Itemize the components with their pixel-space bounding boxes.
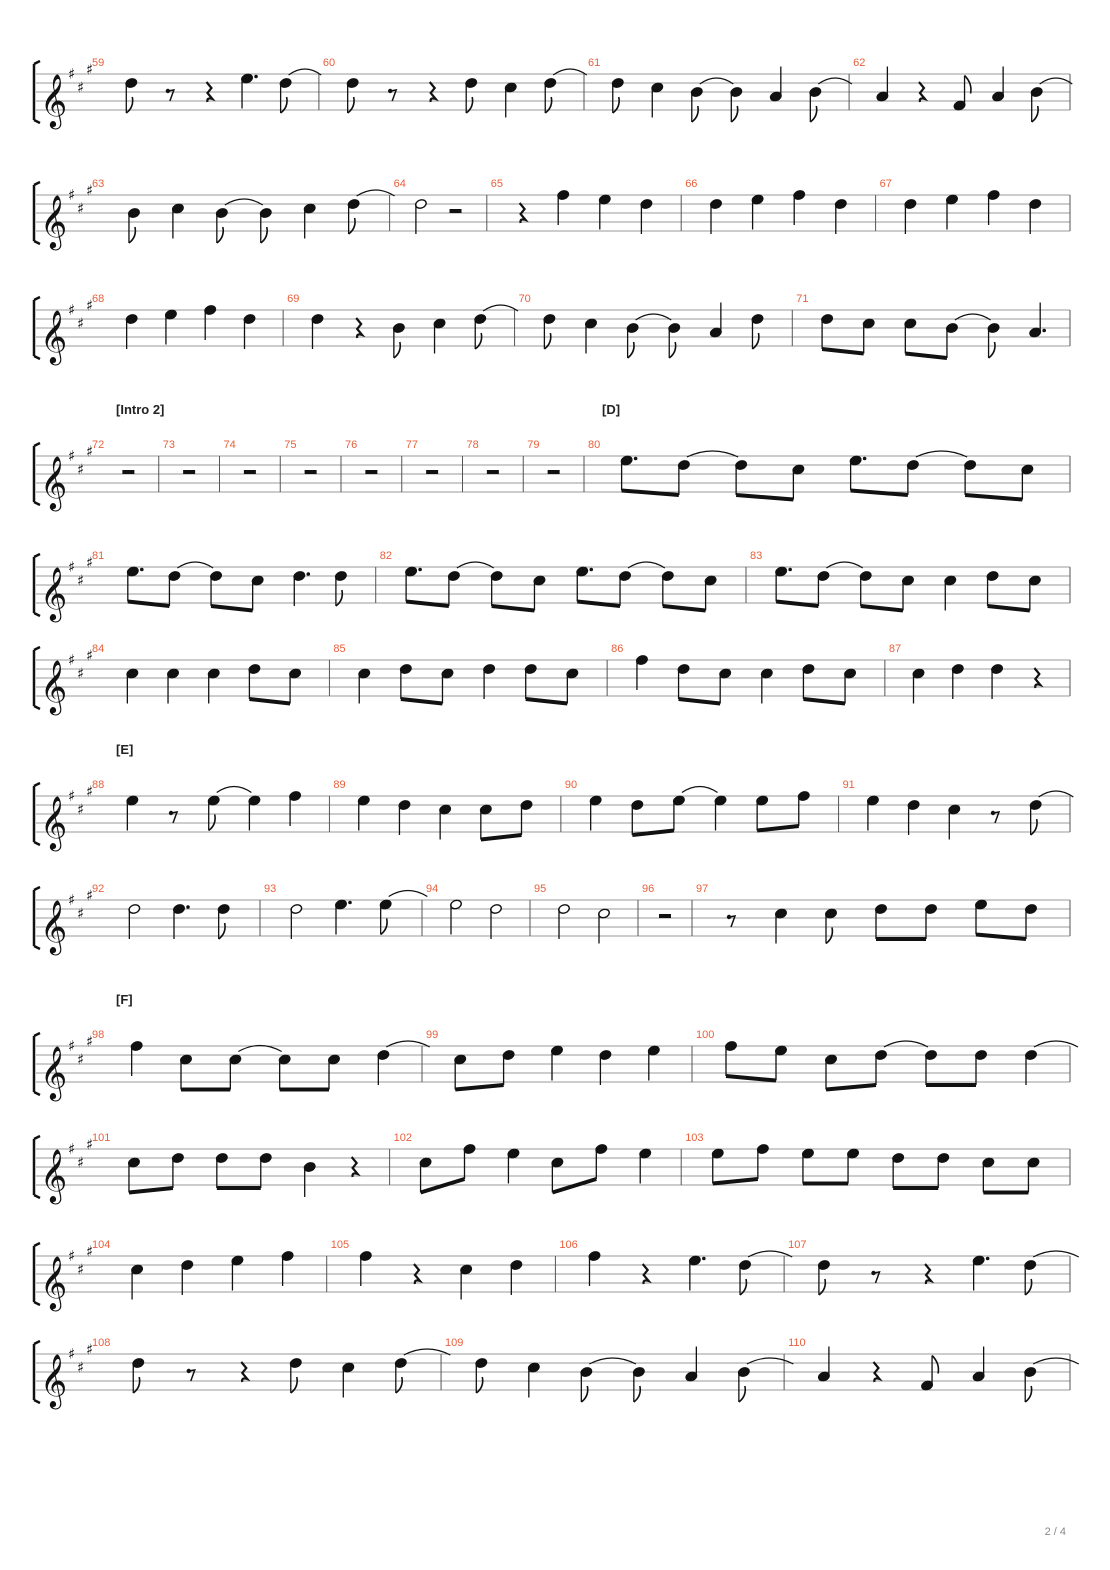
note-beam [861,606,903,611]
measure [92,1337,450,1398]
measure [323,57,587,118]
sharp-sign: ♯ [86,60,94,79]
tie-arc [682,787,718,793]
measure [92,643,329,704]
measure [333,779,560,840]
note-flag [466,97,472,113]
treble-clef: 𝄞 [40,73,68,127]
measure [92,550,376,611]
sharp-sign: ♯ [68,186,76,204]
measure-number: 107 [788,1239,807,1251]
measure [380,550,746,611]
measure [445,1337,793,1402]
section-label: [Intro 2] [116,402,165,417]
staff-system [34,1337,1079,1409]
sharp-sign: ♯ [77,78,85,97]
measure [92,992,430,1090]
sharp-sign: ♯ [86,1340,94,1359]
half-rest [450,209,462,213]
half-rest [244,470,256,474]
note-flag [1025,1386,1031,1402]
measure [287,293,518,358]
measure-number: 91 [842,779,855,791]
measure-number: 81 [92,550,105,562]
note-beam [526,699,568,704]
note-flag [349,218,355,234]
note-beam [481,835,522,840]
sharp-sign: ♯ [77,1260,85,1279]
augmentation-dot [589,568,593,572]
measure-number: 73 [162,439,175,451]
note-flag [989,342,995,358]
section-label: [D] [602,402,621,417]
treble-clef: 𝄞 [40,1353,68,1407]
measure [92,57,321,113]
note-flag [544,333,550,349]
measure-number: 63 [92,178,105,190]
sharp-sign: ♯ [77,571,85,590]
staff-system [34,57,1072,129]
note-beam [249,699,290,704]
measure-number: 109 [445,1337,464,1349]
measure [685,1132,1070,1193]
measure-number: 67 [879,178,892,190]
note-flag [819,1279,825,1295]
note-flag [336,590,342,606]
note-flag [965,76,971,94]
measure [565,779,839,835]
note-flag [217,227,223,243]
note-beam [552,1179,596,1193]
measure-number: 98 [92,1029,105,1041]
measure-number: 93 [264,883,277,895]
augmentation-dot [186,905,190,909]
note-flag [475,333,481,349]
note-beam [803,699,845,704]
measure [788,1239,1079,1295]
augmentation-dot [702,1257,706,1261]
measure [588,402,1070,500]
measure-number: 70 [518,293,531,305]
sharp-sign: ♯ [68,301,76,319]
note-beam [726,1076,776,1081]
measure-number: 74 [223,439,236,451]
augmentation-dot [634,457,638,461]
note-flag [1032,106,1038,122]
measure-number: 104 [92,1239,111,1251]
sharp-sign: ♯ [86,782,94,801]
measure-number: 99 [426,1029,439,1041]
staff-system [34,1239,1079,1311]
sharp-sign: ♯ [86,442,94,461]
measure-number: 61 [588,57,601,69]
measure [611,643,885,704]
note-beam [632,831,674,836]
half-rest [183,470,195,474]
note-flag [932,1356,938,1374]
measure-number: 72 [92,439,105,451]
sharp-sign: ♯ [68,1247,76,1265]
sharp-sign: ♯ [86,886,94,905]
measure [559,1239,792,1295]
measure [889,643,1070,704]
sharp-sign: ♯ [77,460,85,479]
measure [92,293,283,349]
note-beam [128,602,170,607]
note-beam [406,602,449,607]
augmentation-dot [986,1257,990,1261]
staff-system [34,1132,1070,1204]
sharp-sign: ♯ [77,1358,85,1377]
staff-system [34,550,1070,622]
sharp-sign: ♯ [68,651,76,669]
half-rest [487,470,499,474]
note-beam [736,495,793,500]
note-flag [628,342,634,358]
note-flag [581,1386,587,1402]
sharp-sign: ♯ [68,1345,76,1363]
note-beam [713,1179,758,1184]
treble-clef: 𝄞 [40,455,68,509]
sharp-sign: ♯ [86,296,94,315]
measure-number: 89 [333,779,346,791]
measure-number: 94 [426,883,439,895]
sharp-sign: ♯ [86,646,94,665]
note-beam [757,826,799,831]
measure [853,57,1072,122]
measure-number: 76 [345,439,358,451]
staff-system [34,992,1078,1101]
measure [394,178,487,234]
note-beam [455,1085,503,1090]
note-beam [988,606,1030,611]
note-flag [634,1386,640,1402]
measure-number: 85 [333,643,346,655]
measure [491,178,681,234]
measure-number: 92 [92,883,105,895]
measure-number: 77 [405,439,418,451]
measure-number: 87 [888,643,902,655]
measure-number: 100 [696,1029,715,1041]
measure-number: 62 [853,57,866,69]
sharp-sign: ♯ [68,65,76,83]
note-flag [396,1377,402,1393]
note-flag [291,1377,297,1393]
half-rest [426,470,438,474]
measure-number: 96 [642,883,655,895]
sharp-sign: ♯ [77,1153,85,1172]
measure-number: 75 [284,439,297,451]
tie-arc [389,891,428,897]
measure-number: 65 [490,178,504,190]
measure [264,883,427,939]
note-beam [826,1085,876,1090]
measure [534,883,638,944]
note-flag [752,333,758,349]
measure-number: 101 [92,1132,111,1144]
measure-number: 86 [611,643,624,655]
section-label: [E] [116,742,134,757]
note-beam [421,1179,465,1193]
measure-number: 97 [696,883,709,895]
note-flag [129,227,135,243]
note-flag [740,1279,746,1295]
note-flag [126,97,132,113]
note-beam [776,602,818,607]
measure-number: 108 [92,1337,111,1349]
measure-number: 106 [559,1239,578,1251]
note-flag [1031,819,1037,835]
measure [92,883,260,939]
note-flag [281,97,287,113]
sharp-sign: ♯ [77,199,85,218]
note-beam [129,1188,173,1193]
sharp-sign: ♯ [77,904,85,923]
staff-system [34,178,1070,250]
note-beam [622,491,679,496]
half-rest [365,470,377,474]
note-beam [211,606,253,611]
measure-number: 90 [564,779,578,791]
note-flag [739,1386,745,1402]
augmentation-dot [418,568,422,572]
measure [685,178,875,234]
measure-number: 102 [393,1132,412,1144]
note-flag [394,342,400,358]
measure [788,1337,1079,1402]
measure-number: 80 [588,439,601,451]
note-flag [669,342,675,358]
treble-clef: 𝄞 [40,899,68,953]
sharp-sign: ♯ [68,891,76,909]
note-flag [348,97,354,113]
measure-number: 110 [788,1337,806,1349]
measure [588,57,852,122]
measure-number: 105 [330,1239,350,1251]
measure-number: 64 [393,178,406,190]
measure [696,1029,1078,1090]
measure-number: 68 [92,293,105,305]
measure-number: 82 [379,550,392,562]
augmentation-dot [1042,329,1046,333]
measure [796,293,1070,358]
note-flag [731,106,737,122]
staff-system [34,402,1070,511]
measure [92,1132,390,1197]
treble-clef: 𝄞 [40,659,68,713]
measure [843,779,1074,840]
half-rest [305,470,317,474]
section-label: [F] [116,992,133,1007]
sharp-sign: ♯ [68,1140,76,1158]
augmentation-dot [348,901,352,905]
sharp-sign: ♯ [86,553,94,572]
sharp-sign: ♯ [68,447,76,465]
measure-number: 83 [750,550,763,562]
treble-clef: 𝄞 [40,566,68,620]
measure [331,1239,556,1300]
treble-clef: 𝄞 [40,1255,68,1309]
note-flag [545,97,551,113]
measure-number: 88 [92,779,105,791]
sharp-sign: ♯ [86,181,94,200]
note-flag [810,106,816,122]
half-rest [659,914,671,918]
measure-number: 78 [466,439,479,451]
note-beam [679,699,721,704]
tie-arc [217,787,252,793]
note-beam [663,606,706,611]
sharp-sign: ♯ [86,1032,94,1051]
note-flag [692,106,698,122]
note-flag [613,97,619,113]
staff-system [34,742,1073,851]
sharp-sign: ♯ [77,800,85,819]
note-flag [476,1377,482,1393]
measure [519,293,793,358]
staff-system [34,883,1070,955]
sharp-sign: ♯ [86,1135,94,1154]
measure-number: 79 [527,439,540,451]
treble-clef: 𝄞 [40,1148,68,1202]
note-beam [905,354,947,359]
half-rest [548,470,560,474]
staff-system [34,643,1070,715]
note-beam [401,699,443,704]
augmentation-dot [254,75,258,79]
treble-clef: 𝄞 [40,795,68,849]
measure-number: 66 [685,178,698,190]
measure-number: 60 [322,57,336,69]
note-flag [261,227,267,243]
page-number: 2 / 4 [1044,1526,1066,1538]
measure [92,402,164,492]
measure-number: 59 [92,57,105,69]
sharp-sign: ♯ [77,314,85,333]
note-beam [976,935,1026,940]
augmentation-dot [306,572,310,576]
note-beam [822,349,864,354]
note-beam [577,602,620,607]
note-flag [1025,1279,1031,1295]
augmentation-dot [140,568,144,572]
measure [92,1239,327,1300]
note-beam [965,495,1022,500]
measure [92,742,329,832]
sharp-sign: ♯ [68,787,76,805]
sharp-sign: ♯ [77,664,85,683]
measure [880,178,1070,234]
measure [696,883,1070,944]
half-rest [122,470,134,474]
note-beam [492,606,535,611]
sharp-sign: ♯ [68,558,76,576]
measure-number: 95 [534,883,547,895]
sharp-sign: ♯ [86,1242,94,1261]
measure-number: 71 [796,293,809,305]
staff-system [34,293,1070,365]
measure [92,178,395,243]
measure [426,1029,692,1090]
augmentation-dot [863,457,867,461]
augmentation-dot [788,568,792,572]
measure-number: 69 [287,293,300,305]
sharp-sign: ♯ [77,1050,85,1069]
measure [426,883,530,939]
measure-number: 84 [92,643,105,655]
treble-clef: 𝄞 [40,194,68,248]
measure [394,1132,682,1193]
measure [333,643,607,704]
measure [750,550,1070,611]
note-beam [851,491,908,496]
note-flag [219,923,225,939]
treble-clef: 𝄞 [40,309,68,363]
note-flag [133,1377,139,1393]
sharp-sign: ♯ [68,1037,76,1055]
treble-clef: 𝄞 [40,1045,68,1099]
measure-number: 103 [685,1132,704,1144]
